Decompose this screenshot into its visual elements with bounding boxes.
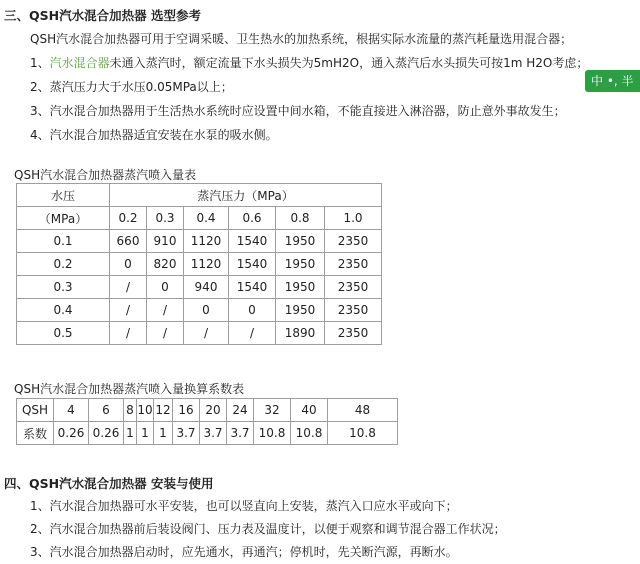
table-cell: 1540 <box>229 276 276 299</box>
section-title-installation: 四、QSH汽水混合加热器 安装与使用 <box>4 476 214 491</box>
list-item <box>30 78 233 95</box>
list-item-number: 1、 <box>30 499 50 513</box>
table-cell: 0 <box>110 253 147 276</box>
list-item <box>30 126 278 143</box>
table-cell: 0.4 <box>17 299 110 322</box>
table-cell: 20 <box>200 399 227 422</box>
list-item-number: 3、 <box>30 545 50 559</box>
table-cell: 2350 <box>325 322 382 345</box>
table-cell: 8 <box>124 399 137 422</box>
table-cell: 0.1 <box>17 230 110 253</box>
list-item-number: 2、 <box>30 80 50 94</box>
table-cell: 2350 <box>325 276 382 299</box>
table-cell: 2350 <box>325 230 382 253</box>
table-cell: 6 <box>89 399 124 422</box>
section-title-selection: 三、QSH汽水混合加热器 选型参考 <box>4 8 201 23</box>
table-cell: 1 <box>124 422 137 445</box>
table-cell: 2350 <box>325 253 382 276</box>
ime-language-label: 中 <box>591 74 604 88</box>
table-cell: 1 <box>154 422 173 445</box>
table-header-cell: 0.6 <box>229 207 276 230</box>
table-cell: 4 <box>54 399 89 422</box>
table-header-cell: 1.0 <box>325 207 382 230</box>
table-caption: QSH汽水混合加热器蒸汽喷入量表 <box>14 168 197 182</box>
list-item-text: 未通入蒸汽时，额定流量下水头损失为5mH2O，通入蒸汽后水头损失可按1m H2O考虑； <box>109 56 589 70</box>
table-cell: 0 <box>229 299 276 322</box>
list-item-text: 汽水混合加热器用于生活热水系统时应设置中间水箱，不能直接进入淋浴器，防止意外事故发生； <box>49 104 566 118</box>
table-cell: / <box>229 322 276 345</box>
table-cell: 1950 <box>276 230 325 253</box>
table-cell: 0.2 <box>17 253 110 276</box>
table-cell: / <box>184 322 229 345</box>
table-cell: 1540 <box>229 230 276 253</box>
table-cell: 10.8 <box>254 422 291 445</box>
table-cell: 48 <box>328 399 398 422</box>
table-cell: / <box>147 322 184 345</box>
table-cell: 0.26 <box>89 422 124 445</box>
list-item-text: 汽水混合加热器可水平安装，也可以竖直向上安装，蒸汽入口应水平或向下； <box>49 499 458 513</box>
table-cell: 16 <box>173 399 200 422</box>
list-item <box>30 520 506 537</box>
table-cell: 1950 <box>276 276 325 299</box>
table-cell: 40 <box>291 399 328 422</box>
table-cell: 1950 <box>276 253 325 276</box>
section-intro: QSH汽水混合加热器可用于空调采暖、卫生热水的加热系统，根据实际水流量的蒸汽耗量选用混合器； <box>30 32 573 46</box>
table-cell: 1950 <box>276 299 325 322</box>
table-cell: 10 <box>137 399 154 422</box>
ime-symbols: •, 半 <box>606 74 634 88</box>
table-cell: 10.8 <box>328 422 398 445</box>
table-header-cell: QSH <box>17 399 54 422</box>
list-item-text: 蒸汽压力大于水压0.05MPa以上； <box>49 80 233 94</box>
table-cell: 0.3 <box>17 276 110 299</box>
list-item <box>30 54 588 71</box>
list-item-number: 1、 <box>30 56 50 70</box>
table-cell: 660 <box>110 230 147 253</box>
table-header-cell: 0.2 <box>110 207 147 230</box>
table-cell: 24 <box>227 399 254 422</box>
table-cell: 32 <box>254 399 291 422</box>
table-cell: 10.8 <box>291 422 328 445</box>
list-item-number: 4、 <box>30 128 50 142</box>
table-cell: 3.7 <box>227 422 254 445</box>
table-header-cell: 0.4 <box>184 207 229 230</box>
table-header-cell: 0.3 <box>147 207 184 230</box>
table-cell: 0.26 <box>54 422 89 445</box>
list-item <box>30 497 458 514</box>
table-row <box>17 253 382 276</box>
table-header-cell: 蒸汽压力（MPa） <box>110 184 382 207</box>
table-cell: / <box>110 322 147 345</box>
table-row <box>17 276 382 299</box>
table-cell: 3.7 <box>173 422 200 445</box>
table-cell: / <box>147 299 184 322</box>
list-item-text: 汽水混合加热器适宜安装在水泵的吸水侧。 <box>49 128 278 142</box>
steam-injection-table <box>16 183 382 345</box>
table-row <box>17 299 382 322</box>
table-cell: 1120 <box>184 253 229 276</box>
table-cell: 1 <box>137 422 154 445</box>
highlight-link[interactable]: 汽水混合器 <box>49 56 110 70</box>
table-caption: QSH汽水混合加热器蒸汽喷入量换算系数表 <box>14 382 245 396</box>
table-cell: 2350 <box>325 299 382 322</box>
table-header-cell: 0.8 <box>276 207 325 230</box>
table-row <box>17 422 398 445</box>
table-cell: 0 <box>184 299 229 322</box>
table-header-cell: 水压 <box>17 184 110 207</box>
table-row <box>17 230 382 253</box>
conversion-factor-table <box>16 398 398 445</box>
table-cell: 940 <box>184 276 229 299</box>
table-cell: 0 <box>147 276 184 299</box>
table-row <box>17 322 382 345</box>
table-cell: 1540 <box>229 253 276 276</box>
table-cell: 910 <box>147 230 184 253</box>
table-cell: 12 <box>154 399 173 422</box>
table-cell: 820 <box>147 253 184 276</box>
ime-status-badge[interactable] <box>585 70 640 92</box>
table-header-cell: 系数 <box>17 422 54 445</box>
list-item-number: 2、 <box>30 522 50 536</box>
table-header-cell: （MPa） <box>17 207 110 230</box>
list-item <box>30 543 458 560</box>
list-item <box>30 102 566 119</box>
table-cell: / <box>110 299 147 322</box>
list-item-text: 汽水混合加热器启动时，应先通水，再通汽；停机时，先关断汽源，再断水。 <box>49 545 458 559</box>
table-row <box>17 399 398 422</box>
list-item-text: 汽水混合加热器前后装设阀门、压力表及温度计，以便于观察和调节混合器工作状况； <box>49 522 506 536</box>
table-cell: / <box>110 276 147 299</box>
list-item-number: 3、 <box>30 104 50 118</box>
table-cell: 1120 <box>184 230 229 253</box>
table-cell: 1890 <box>276 322 325 345</box>
table-cell: 0.5 <box>17 322 110 345</box>
table-cell: 3.7 <box>200 422 227 445</box>
